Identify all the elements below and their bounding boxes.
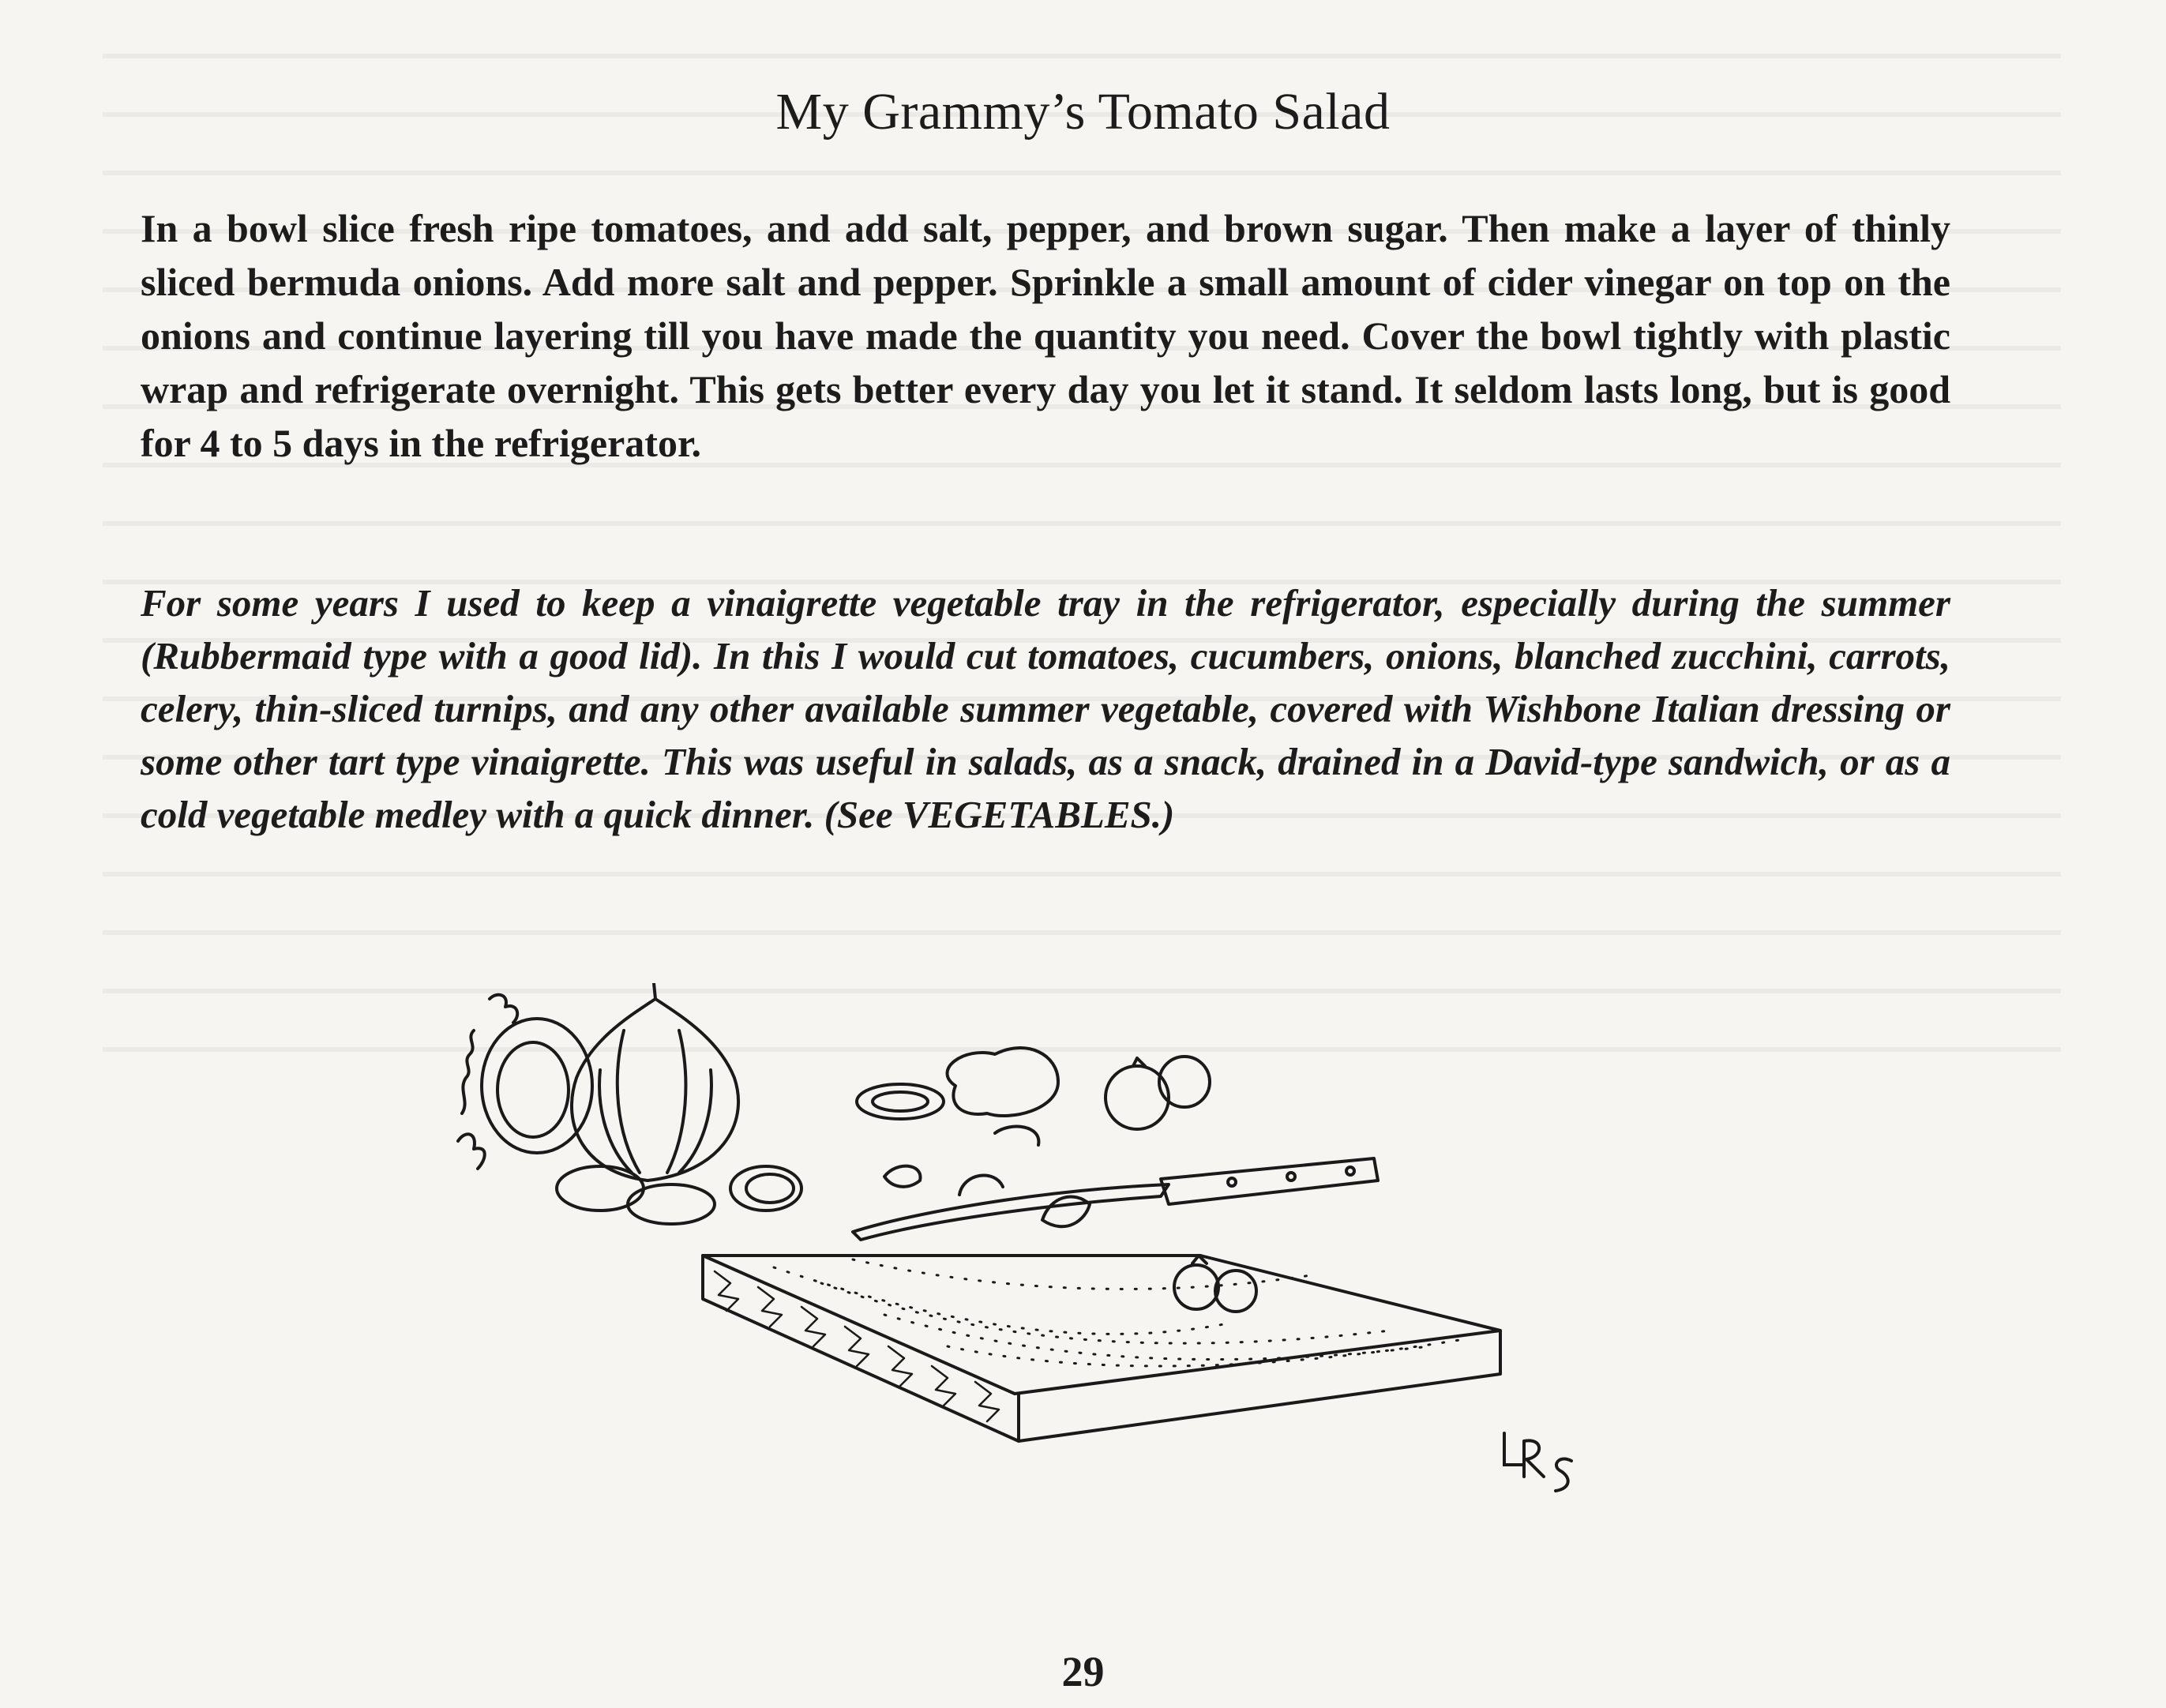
vinaigrette-tray-note: For some years I used to keep a vinaigrette vegetable tray in the refrigerator, especially during the summer (Rubbermaid type with a good lid). In this I would cut tomatoes, cucumbers, onions, blanched zucchini, carrots, celery, thin-sliced turnips, and any other available summer vegetable, covered with Wishbone Italian dressing or some other tart type vinaigrette. This was useful in salads, as a snack, drained in a David-type sandwich, or as a cold vegetable medley with a quick dinner. (See VEGETABLES.) [141, 581, 1950, 836]
recipe-instructions: In a bowl slice fresh ripe tomatoes, and add salt, pepper, and brown sugar. Then make a layer of thinly sliced bermuda onions. Add more salt and pepper. Sprinkle a small amount of cider vinegar on top on the onions and continue layering till you have made the quantity you need. Cover the bowl tightly with plastic wrap and refrigerate overnight. This gets better every day you let it stand. It seldom lasts long, but is good for 4 to 5 days in the refrigerator. [141, 206, 1950, 465]
recipe-title: My Grammy’s Tomato Salad [775, 83, 1391, 141]
cutting-board-illustration [442, 983, 1595, 1567]
page-number: 29 [1061, 1648, 1105, 1695]
artist-signature-icon [1496, 1421, 1583, 1500]
